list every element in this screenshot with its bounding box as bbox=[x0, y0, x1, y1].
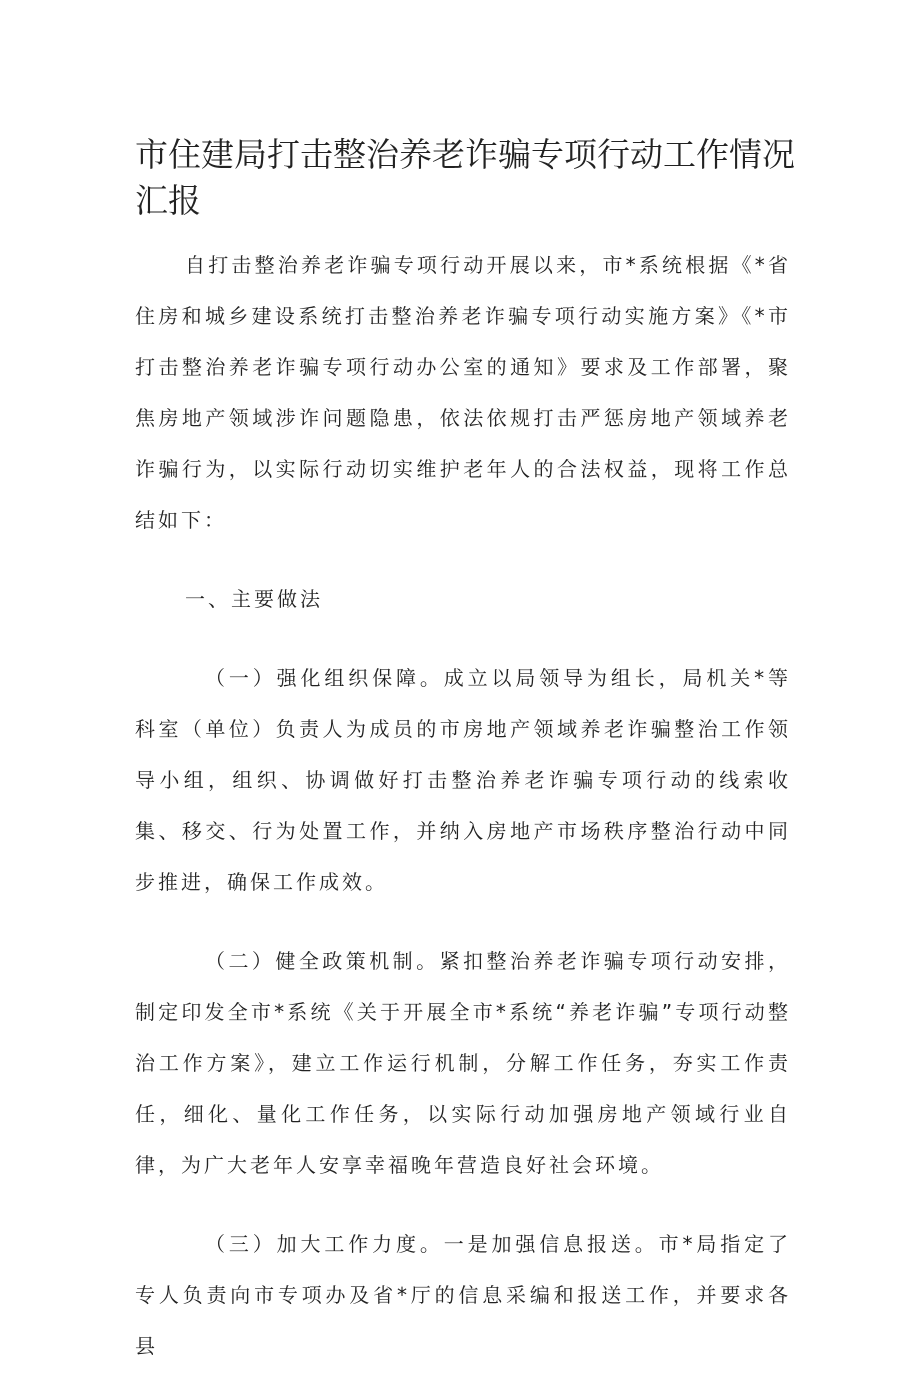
section-heading-main-practices: 一、主要做法 bbox=[185, 587, 323, 611]
intro-paragraph: 自打击整治养老诈骗专项行动开展以来，市*系统根据《*省住房和城乡建设系统打击整治养老诈骗专项行动实施方案》《*市打击整治养老诈骗专项行动办公室的通知》要求及工作部署，聚焦房地产领域涉诈问题隐患，依法依规打击严惩房地产领域养老诈骗行为，以实际行动切实维护老年人的合法权益，现将工作总结如下： bbox=[135, 253, 791, 532]
paragraph-organization: （一）强化组织保障。成立以局领导为组长，局机关*等科室（单位）负责人为成员的市房地产领域养老诈骗整治工作领导小组，组织、协调做好打击整治养老诈骗专项行动的线索收集、移交、行为处置工作，并纳入房地产市场秩序整治行动中同步推进，确保工作成效。 bbox=[135, 666, 791, 894]
document-body bbox=[135, 240, 791, 1400]
paragraph-policy-mechanism: （二）健全政策机制。紧扣整治养老诈骗专项行动安排，制定印发全市*系统《关于开展全市*系统“养老诈骗”专项行动整治工作方案》，建立工作运行机制，分解工作任务，夯实工作责任，细化、量化工作任务，以实际行动加强房地产领域行业自律，为广大老年人安享幸福晚年营造良好社会环境。 bbox=[135, 949, 791, 1177]
document-title: 市住建局打击整治养老诈骗专项行动工作情况汇报 bbox=[135, 135, 795, 220]
paragraph-work-intensity: （三）加大工作力度。一是加强信息报送。市*局指定了专人负责向市专项办及省*厅的信息采编和报送工作，并要求各县 bbox=[135, 1232, 791, 1358]
